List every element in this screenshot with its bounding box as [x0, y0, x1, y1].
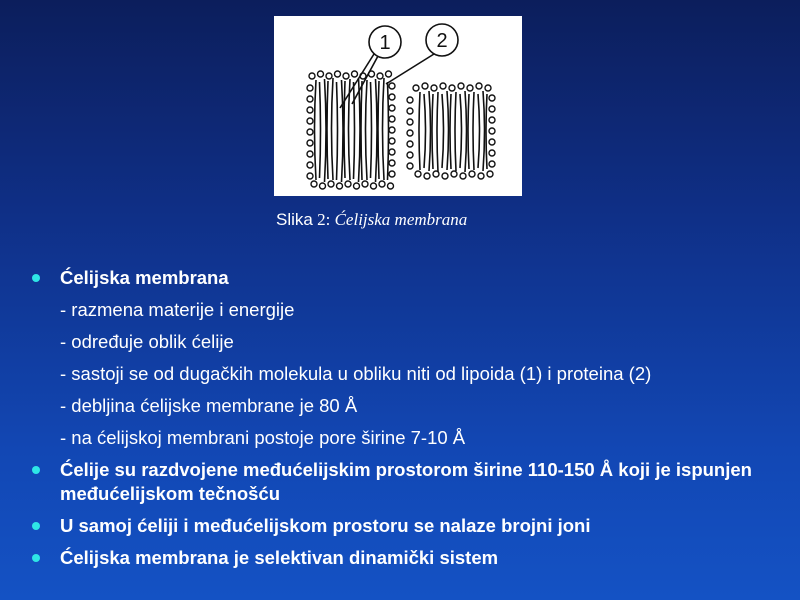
- lipid-head: [407, 141, 413, 147]
- bullet-item: [30, 266, 780, 290]
- membrane-strand: [327, 81, 328, 179]
- membrane-strand: [361, 81, 362, 180]
- membrane-strand: [483, 91, 485, 171]
- lipid-head: [407, 130, 413, 136]
- membrane-strand: [468, 94, 469, 169]
- lipid-head: [379, 181, 385, 187]
- lipid-head: [307, 118, 313, 124]
- membrane-strand: [429, 91, 431, 171]
- membrane-strand: [383, 78, 385, 180]
- lipid-head: [311, 181, 317, 187]
- membrane-strand: [366, 80, 368, 180]
- lipid-head: [489, 150, 495, 156]
- membrane-strand: [442, 94, 444, 168]
- bullet-item: [30, 546, 780, 570]
- lipid-head: [318, 71, 324, 77]
- sub-item: - određuje oblik ćelije: [60, 331, 234, 352]
- sub-item: - debljina ćelijske membrane je 80 Å: [60, 395, 358, 416]
- lipid-head: [307, 162, 313, 168]
- lipid-head: [431, 85, 437, 91]
- callout-label-2: 2: [436, 30, 448, 52]
- membrane-strand: [478, 94, 480, 168]
- lipid-head: [489, 139, 495, 145]
- lipid-head: [307, 151, 313, 157]
- lipid-head: [307, 96, 313, 102]
- lipid-head: [354, 183, 360, 189]
- lipid-head: [337, 183, 343, 189]
- lipid-head: [326, 73, 332, 79]
- membrane-strand: [315, 80, 317, 180]
- lipid-head: [413, 85, 419, 91]
- lipid-head: [307, 107, 313, 113]
- lipid-head: [489, 161, 495, 167]
- lipid-head: [407, 119, 413, 125]
- membrane-strand: [359, 78, 361, 182]
- lipid-head: [389, 138, 395, 144]
- membrane-strand: [465, 91, 467, 172]
- bullet-dot-icon: [32, 554, 40, 562]
- membrane-strand: [473, 92, 474, 170]
- membrane-strand: [344, 81, 345, 178]
- membrane-strand: [371, 82, 372, 178]
- lipid-head: [467, 85, 473, 91]
- membrane-strand: [342, 80, 344, 182]
- lipid-head: [309, 73, 315, 79]
- lipid-head: [449, 85, 455, 91]
- caption-number: 2:: [312, 210, 335, 229]
- lipid-head: [307, 173, 313, 179]
- bullet-list: [30, 266, 780, 578]
- lipid-head: [328, 181, 334, 187]
- lipid-head: [415, 171, 421, 177]
- lipid-head: [424, 173, 430, 179]
- lipid-head: [320, 183, 326, 189]
- membrane-strand: [450, 94, 451, 169]
- bullet-text: Ćelijska membrana je selektivan dinamički sistem: [60, 547, 499, 568]
- lipid-head: [389, 160, 395, 166]
- lipid-head: [389, 116, 395, 122]
- lipid-head: [389, 127, 395, 133]
- lipid-head: [458, 83, 464, 89]
- figure-caption: [276, 208, 467, 232]
- lipid-head: [307, 129, 313, 135]
- lipid-head: [389, 94, 395, 100]
- bullet-item: [30, 458, 780, 506]
- sub-item: - na ćelijskoj membrani postoje pore širine 7-10 Å: [60, 427, 466, 448]
- lipid-head: [422, 83, 428, 89]
- membrane-strand: [332, 78, 334, 180]
- bullet-dot-icon: [32, 274, 40, 282]
- lipid-head: [389, 83, 395, 89]
- bullet-text: Ćelijska membrana: [60, 267, 229, 288]
- bullet-item: [30, 514, 780, 538]
- lipid-head: [377, 73, 383, 79]
- lipid-head: [478, 173, 484, 179]
- lipid-head: [469, 171, 475, 177]
- lipid-head: [407, 163, 413, 169]
- membrane-strand: [325, 79, 327, 182]
- lipid-head: [476, 83, 482, 89]
- leader-line-1a: [340, 54, 374, 108]
- membrane-strand: [437, 92, 438, 172]
- membrane-strand: [337, 82, 338, 180]
- membrane-strand: [486, 94, 487, 169]
- lipid-head: [352, 71, 358, 77]
- bullet-dot-icon: [32, 466, 40, 474]
- membrane-diagram: [274, 16, 522, 196]
- bullet-dot-icon: [32, 522, 40, 530]
- lipid-head: [362, 181, 368, 187]
- lipid-head: [451, 171, 457, 177]
- lipid-head: [485, 85, 491, 91]
- membrane-strand: [424, 94, 426, 168]
- lipid-head: [371, 183, 377, 189]
- lipid-head: [389, 105, 395, 111]
- lipid-head: [343, 73, 349, 79]
- lipid-head: [442, 173, 448, 179]
- caption-title: Ćelijska membrana: [334, 210, 468, 229]
- lipid-head: [489, 95, 495, 101]
- lipid-head: [345, 181, 351, 187]
- lipid-head: [388, 183, 394, 189]
- bullet-text: Ćelije su razdvojene međućelijskim prostorom širine 110-150 Å koji je ispunjen međućelijskom tečnošću: [60, 459, 752, 504]
- lipid-head: [460, 173, 466, 179]
- membrane-strand: [455, 92, 456, 171]
- membrane-strand: [376, 79, 378, 182]
- membrane-strand: [460, 94, 462, 168]
- lipid-head: [307, 85, 313, 91]
- membrane-strand: [320, 82, 321, 178]
- membrane-strand: [354, 82, 355, 179]
- membrane-strand: [419, 92, 420, 170]
- lipid-head: [489, 128, 495, 134]
- caption-label: Slika: [276, 210, 313, 229]
- callout-label-1: 1: [379, 32, 391, 54]
- lipid-head: [389, 149, 395, 155]
- leader-line-1b: [352, 56, 378, 104]
- lipid-head: [335, 71, 341, 77]
- lipid-head: [386, 71, 392, 77]
- leader-line-2: [386, 54, 434, 84]
- lipid-head: [489, 117, 495, 123]
- lipid-head: [489, 106, 495, 112]
- sub-item: - razmena materije i energije: [60, 299, 295, 320]
- lipid-head: [307, 140, 313, 146]
- membrane-strand: [378, 81, 379, 179]
- sub-item: - sastoji se od dugačkih molekula u obliku niti od lipoida (1) i proteina (2): [60, 363, 652, 384]
- lipid-head: [407, 97, 413, 103]
- lipid-head: [433, 171, 439, 177]
- membrane-figure: [274, 16, 522, 196]
- lipid-head: [389, 171, 395, 177]
- lipid-head: [440, 83, 446, 89]
- membrane-strand: [447, 91, 449, 170]
- lipid-head: [407, 108, 413, 114]
- lipid-head: [407, 152, 413, 158]
- bullet-text: U samoj ćeliji i međućelijskom prostoru se nalaze brojni joni: [60, 515, 591, 536]
- membrane-strand: [432, 94, 433, 169]
- lipid-head: [487, 171, 493, 177]
